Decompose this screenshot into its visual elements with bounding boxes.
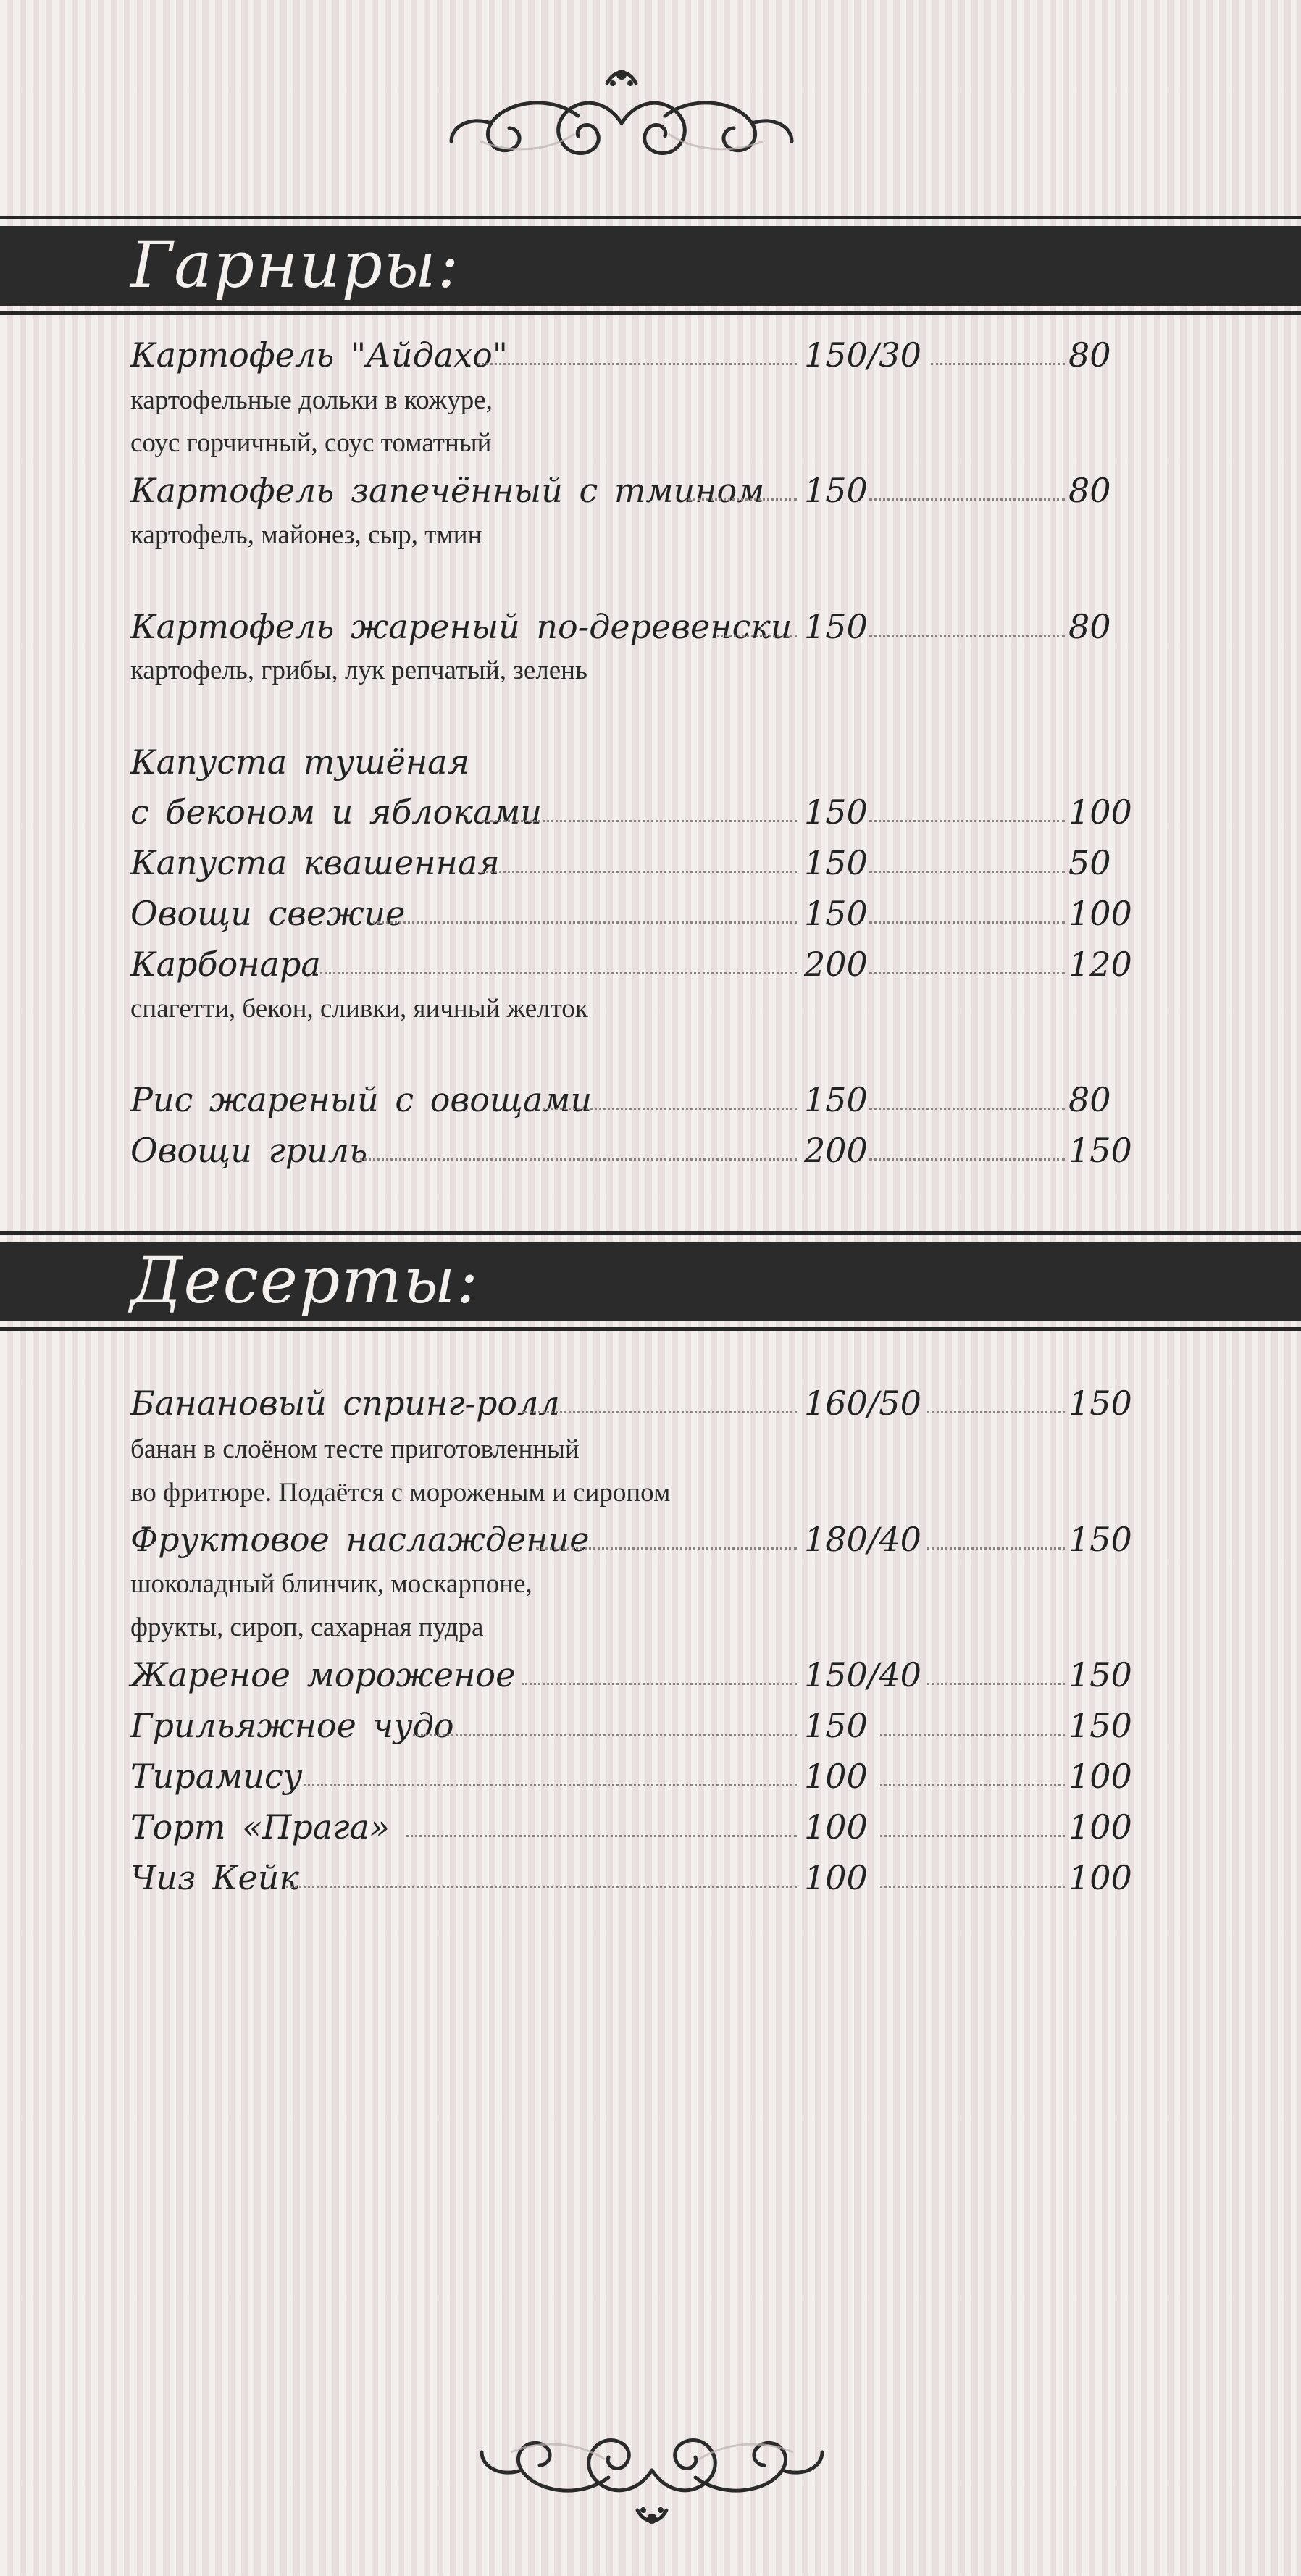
dessert-section-title: Десерты: — [130, 1243, 480, 1318]
item-weight: 100 — [804, 1858, 868, 1897]
dot-leader — [869, 1108, 1065, 1110]
dot-leader — [880, 1835, 1065, 1837]
dessert-section-header — [0, 1231, 1301, 1333]
item-description: картофельные дольки в кожуре, — [130, 385, 493, 415]
item-weight: 150 — [804, 471, 868, 510]
dot-leader — [869, 871, 1065, 873]
dot-leader — [522, 1683, 797, 1685]
item-price: 120 — [1068, 945, 1132, 984]
item-price: 80 — [1068, 1080, 1111, 1119]
item-name: Карбонара — [130, 945, 321, 984]
menu-item — [130, 601, 1130, 652]
item-name: Капуста квашенная — [130, 843, 500, 882]
dot-leader — [543, 1108, 797, 1110]
item-name: Жареное мороженое — [130, 1655, 516, 1694]
item-price: 100 — [1068, 894, 1132, 933]
dot-leader — [869, 921, 1065, 924]
dot-leader — [482, 871, 797, 873]
item-name: Рис жареный с овощами — [130, 1080, 593, 1119]
menu-item — [130, 939, 1130, 990]
menu-item — [130, 1649, 1130, 1700]
header-rule-bottom — [0, 311, 1301, 315]
dot-leader — [880, 1784, 1065, 1786]
item-name: Грильяжное чудо — [130, 1706, 454, 1745]
item-name: с беконом и яблоками — [130, 793, 543, 832]
item-weight: 150 — [804, 607, 868, 646]
dot-leader — [688, 498, 797, 501]
header-rule-top — [0, 216, 1301, 219]
dot-leader — [869, 1158, 1065, 1161]
menu-item — [130, 330, 1130, 380]
dot-leader — [931, 363, 1065, 365]
item-price: 80 — [1068, 607, 1111, 646]
item-price: 150 — [1068, 1520, 1132, 1559]
menu-item — [130, 1125, 1130, 1176]
menu-item — [130, 1802, 1130, 1852]
bottom-flourish-icon — [464, 2416, 840, 2539]
item-description: фрукты, сироп, сахарная пудра — [130, 1613, 484, 1642]
menu-item — [130, 1378, 1130, 1429]
item-price: 150 — [1068, 1131, 1132, 1170]
menu-item — [130, 837, 1130, 888]
item-weight: 100 — [804, 1807, 868, 1847]
item-name: Тирамису — [130, 1757, 303, 1796]
dot-leader — [373, 921, 797, 924]
item-weight: 150/30 — [804, 335, 921, 375]
item-description: картофель, майонез, сыр, тмин — [130, 520, 482, 550]
dot-leader — [880, 1886, 1065, 1888]
dot-leader — [869, 635, 1065, 637]
menu-item — [130, 465, 1130, 516]
dot-leader — [717, 635, 797, 637]
top-flourish-icon — [433, 54, 810, 177]
dot-leader — [880, 1734, 1065, 1736]
item-name-line1: Капуста тушёная — [130, 743, 470, 782]
item-price: 100 — [1068, 1757, 1132, 1796]
item-name: Фруктовое наслаждение — [130, 1520, 590, 1559]
item-weight: 150 — [804, 1080, 868, 1119]
menu-item — [130, 1751, 1130, 1802]
item-price: 80 — [1068, 335, 1111, 375]
dot-leader — [482, 820, 797, 822]
menu-item — [130, 1074, 1130, 1125]
menu-item — [130, 787, 1130, 837]
item-price: 100 — [1068, 1807, 1132, 1847]
header-rule-bottom — [0, 1327, 1301, 1331]
item-weight: 150 — [804, 1706, 868, 1745]
item-name: Овощи свежие — [130, 894, 406, 933]
dot-leader — [304, 1784, 797, 1786]
dot-leader — [406, 1835, 797, 1837]
dot-leader — [478, 363, 797, 365]
dot-leader — [927, 1411, 1065, 1413]
item-price: 150 — [1068, 1655, 1132, 1694]
item-description: во фритюре. Подаётся с мороженым и сиропом — [130, 1478, 671, 1507]
item-weight: 200 — [804, 1131, 868, 1170]
item-name: Овощи гриль — [130, 1131, 368, 1170]
item-description: соус горчичный, соус томатный — [130, 428, 492, 458]
item-price: 50 — [1068, 843, 1111, 882]
item-name: Банановый спринг-ролл — [130, 1384, 560, 1423]
item-price: 150 — [1068, 1384, 1132, 1423]
dot-leader — [869, 820, 1065, 822]
dot-leader — [355, 1158, 797, 1161]
dot-leader — [522, 1411, 797, 1413]
garnish-section-title: Гарниры: — [130, 227, 461, 302]
item-name: Чиз Кейк — [130, 1858, 299, 1897]
garnish-section-header — [0, 216, 1301, 317]
item-weight: 200 — [804, 945, 868, 984]
item-name: Картофель "Айдахо" — [130, 335, 508, 375]
item-price: 80 — [1068, 471, 1111, 510]
item-description: спагетти, бекон, сливки, яичный желток — [130, 994, 588, 1024]
item-weight: 150 — [804, 894, 868, 933]
dot-leader — [536, 1547, 797, 1550]
item-description: картофель, грибы, лук репчатый, зелень — [130, 656, 587, 685]
dot-leader — [315, 972, 797, 974]
item-weight: 160/50 — [804, 1384, 921, 1423]
dot-leader — [286, 1886, 797, 1888]
dot-leader — [869, 972, 1065, 974]
dot-leader — [927, 1683, 1065, 1685]
item-weight: 150 — [804, 793, 868, 832]
item-price: 100 — [1068, 1858, 1132, 1897]
item-name: Картофель запечённый с тмином — [130, 471, 765, 510]
item-weight: 150/40 — [804, 1655, 921, 1694]
menu-item — [130, 1514, 1130, 1565]
menu-item — [130, 1700, 1130, 1751]
item-weight: 180/40 — [804, 1520, 921, 1559]
item-description: шоколадный блинчик, москарпоне, — [130, 1569, 532, 1599]
item-name: Торт «Прага» — [130, 1807, 390, 1847]
dot-leader — [927, 1547, 1065, 1550]
menu-item — [130, 1852, 1130, 1903]
item-weight: 150 — [804, 843, 868, 882]
item-price: 100 — [1068, 793, 1132, 832]
dot-leader — [869, 498, 1065, 501]
item-weight: 100 — [804, 1757, 868, 1796]
header-rule-top — [0, 1231, 1301, 1235]
dot-leader — [413, 1734, 797, 1736]
item-description: банан в слоёном тесте приготовленный — [130, 1434, 580, 1464]
item-price: 150 — [1068, 1706, 1132, 1745]
item-name: Картофель жареный по-деревенски — [130, 607, 792, 646]
menu-item — [130, 888, 1130, 939]
